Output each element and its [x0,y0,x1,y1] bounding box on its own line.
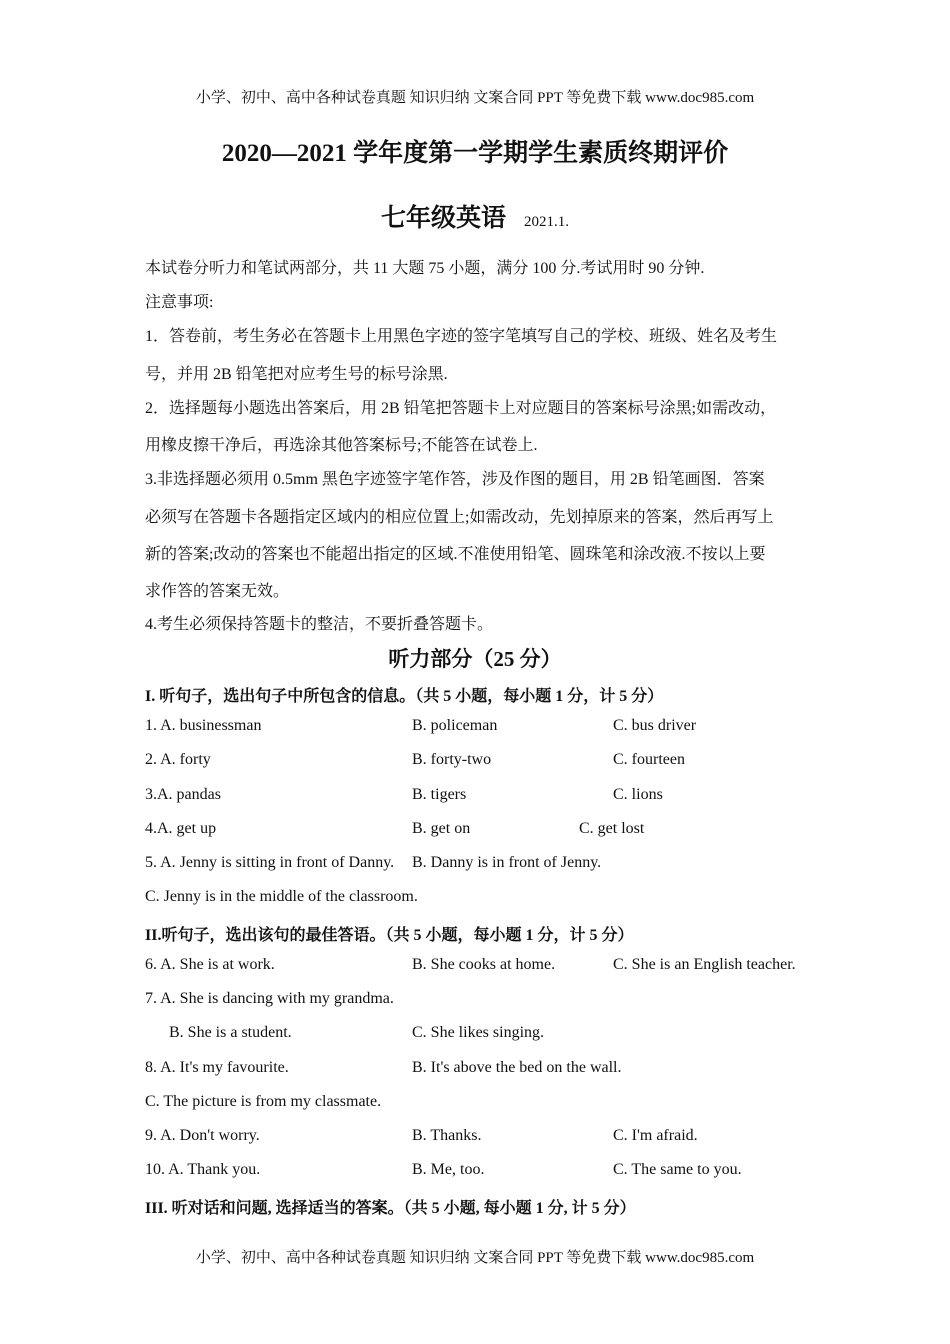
note-line: 号，并用 2B 铅笔把对应考生号的标号涂黑. [145,366,448,383]
exam-subtitle-line [0,198,950,234]
note-line: 4.考生必须保持答题卡的整洁，不要折叠答题卡。 [145,616,494,633]
q5-option-c: C. Jenny is in the middle of the classroom. [145,888,418,905]
note-line: 3.非选择题必须用 0.5mm 黑色字迹签字笔作答，涉及作图的题目，用 2B 铅笔画图．答案 [145,471,765,488]
note-line: 1．答卷前，考生务必在答题卡上用黑色字迹的签字笔填写自己的学校、班级、姓名及考生 [145,328,778,345]
q9-option-a: 9. A. Don't worry. [145,1127,260,1144]
q7-option-a: 7. A. She is dancing with my grandma. [145,990,394,1007]
q8-option-c: C. The picture is from my classmate. [145,1093,382,1110]
listening-section-title: 听力部分（25 分） [388,647,562,671]
exam-intro: 本试卷分听力和笔试两部分，共 11 大题 75 小题，满分 100 分.考试用时 90 分钟. [145,260,705,277]
q10-option-b: B. Me, too. [412,1161,485,1178]
q10-option-c: C. The same to you. [613,1161,742,1178]
q4-option-a: 4.A. get up [145,820,217,837]
q1-option-b: B. policeman [412,717,498,734]
notes-title: 注意事项: [145,294,214,311]
q9-option-b: B. Thanks. [412,1127,482,1144]
q3-option-b: B. tigers [412,786,467,803]
q9-option-c: C. I'm afraid. [613,1127,698,1144]
q1-option-c: C. bus driver [613,717,697,734]
q6-option-b: B. She cooks at home. [412,956,556,973]
q2-option-b: B. forty-two [412,751,492,768]
part3-heading: III. 听对话和问题, 选择适当的答案。（共 5 小题, 每小题 1 分, 计 5 分） [145,1200,636,1217]
q4-option-c: C. get lost [579,820,645,837]
q3-option-c: C. lions [613,786,663,803]
note-line: 求作答的答案无效。 [145,583,290,600]
part1-heading: I. 听句子，选出句子中所包含的信息。（共 5 小题，每小题 1 分，计 5 分） [145,688,664,705]
q3-option-a: 3.A. pandas [145,786,221,803]
q10-option-a: 10. A. Thank you. [145,1161,261,1178]
q4-option-b: B. get on [412,820,471,837]
q5-option-b: B. Danny is in front of Jenny. [412,854,602,871]
exam-subject: 七年级英语 [380,205,506,232]
page-header: 小学、初中、高中各种试卷真题 知识归纳 文案合同 PPT 等免费下载 www.doc985.com [195,90,755,106]
exam-date: 2021.1. [524,214,569,230]
exam-title: 2020—2021 学年度第一学期学生素质终期评价 [221,140,729,167]
q5-option-a: 5. A. Jenny is sitting in front of Danny. [145,854,395,871]
q6-option-c: C. She is an English teacher. [613,956,796,973]
note-line: 用橡皮擦干净后，再选涂其他答案标号;不能答在试卷上. [145,437,538,454]
q2-option-a: 2. A. forty [145,751,211,768]
q2-option-c: C. fourteen [613,751,685,768]
note-line: 必须写在答题卡各题指定区域内的相应位置上;如需改动，先划掉原来的答案，然后再写上 [145,509,774,526]
q8-option-a: 8. A. It's my favourite. [145,1059,289,1076]
part2-heading: II.听句子，选出该句的最佳答语。（共 5 小题，每小题 1 分，计 5 分） [145,927,634,944]
q7-option-c: C. She likes singing. [412,1024,545,1041]
q7-option-b: B. She is a student. [169,1024,292,1041]
q6-option-a: 6. A. She is at work. [145,956,275,973]
note-line: 2．选择题每小题选出答案后，用 2B 铅笔把答题卡上对应题目的答案标号涂黑;如需改动， [145,400,777,417]
page-footer: 小学、初中、高中各种试卷真题 知识归纳 文案合同 PPT 等免费下载 www.doc985.com [195,1250,755,1266]
q1-option-a: 1. A. businessman [145,717,262,734]
note-line: 新的答案;改动的答案也不能超出指定的区域.不准使用铅笔、圆珠笔和涂改液.不按以上要 [145,546,766,563]
q8-option-b: B. It's above the bed on the wall. [412,1059,622,1076]
